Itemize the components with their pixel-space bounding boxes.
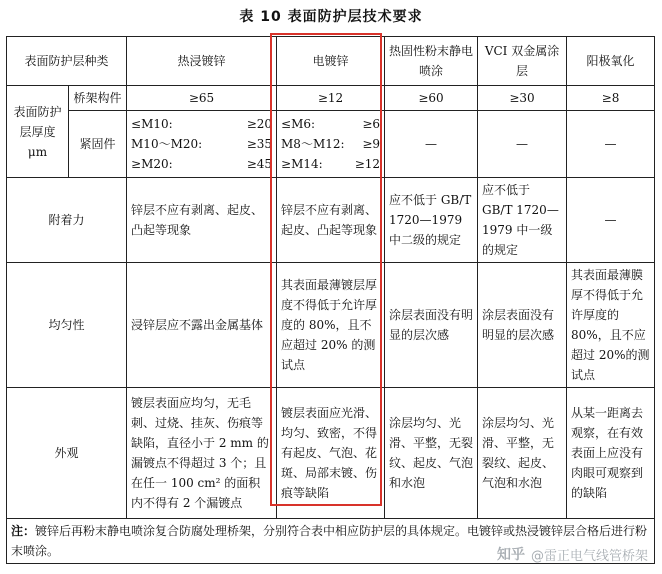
fastener-electro-line: ≤M6: ≥6 [281,117,381,131]
spec-table [6,36,655,564]
uniformity-electro: 其表面最薄镀层厚度不得低于允许厚度的 80%，且不应超过 20% 的测试点 [277,263,385,388]
tray-anodic: ≥8 [567,86,655,111]
fastener-hot-dip-line: M10～M20: ≥35 [131,137,273,151]
fastener-hot-dip-line: ≥M20: ≥45 [131,157,273,171]
header-hot-dip: 热浸镀锌 [127,37,277,86]
uniformity-label: 均匀性 [7,263,127,388]
adhesion-powder: 应不低于 GB/T 1720—1979 中二级的规定 [385,178,478,263]
thickness-tray-row [7,86,655,111]
fastener-anodic: — [567,111,655,178]
header-category: 表面防护层种类 [7,37,127,86]
fastener-hot-dip [127,111,277,178]
appearance-label: 外观 [7,388,127,519]
uniformity-powder: 涂层表面没有明显的层次感 [385,263,478,388]
fastener-electro-line: ≥M14: ≥12 [281,157,381,171]
adhesion-anodic: — [567,178,655,263]
table-title: 表 10 表面防护层技术要求 [239,9,423,25]
appearance-vci: 涂层均匀、光滑、平整，无裂纹、起皮、气泡和水泡 [478,388,567,519]
header-vci: VCI 双金属涂层 [478,37,567,86]
watermark-handle: @雷正电气线管桥架 [530,548,648,564]
uniformity-anodic: 其表面最薄膜厚不得低于允许厚度的 80%，且不应超过 20%的测试点 [567,263,655,388]
header-electro: 电镀锌 [277,37,385,86]
adhesion-label: 附着力 [7,178,127,263]
adhesion-electro: 锌层不应有剥离、起皮、凸起等现象 [277,178,385,263]
appearance-electro: 镀层表面应光滑、均匀、致密，不得有起皮、气泡、花斑、局部末镀、伤痕等缺陷 [277,388,385,519]
adhesion-hot-dip: 锌层不应有剥离、起皮、凸起等现象 [127,178,277,263]
appearance-powder: 涂层均匀、光滑、平整，无裂纹、起皮、气泡和水泡 [385,388,478,519]
fastener-hot-dip-line: ≤M10: ≥20 [131,117,273,131]
fastener-label: 紧固件 [69,111,127,178]
appearance-anodic: 从某一距离去观察，在有效表面上应没有肉眼可观察到的缺陷 [567,388,655,519]
adhesion-vci: 应不低于 GB/T 1720—1979 中一级的规定 [478,178,567,263]
tray-electro: ≥12 [277,86,385,111]
header-powder: 热固性粉末静电喷涂 [385,37,478,86]
note-label: 注： [11,524,36,538]
fastener-electro-line: M8～M12: ≥9 [281,137,381,151]
tray-vci: ≥30 [478,86,567,111]
note-text: 镀锌后再粉末静电喷涂复合防腐处理桥架，分别符合表中相应防护层的具体规定。电镀锌或热浸镀锌层合格后进行粉末喷涂。 [11,524,648,558]
appearance-row [7,388,655,519]
thickness-label: 表面防护层厚度 μm [7,86,69,178]
header-row [7,37,655,86]
fastener-vci: — [478,111,567,178]
fastener-powder: — [385,111,478,178]
fastener-electro [277,111,385,178]
tray-powder: ≥60 [385,86,478,111]
watermark [497,544,648,564]
uniformity-row [7,263,655,388]
tray-label: 桥架构件 [69,86,127,111]
uniformity-hot-dip: 浸锌层应不露出金属基体 [127,263,277,388]
tray-hot-dip: ≥65 [127,86,277,111]
uniformity-vci: 涂层表面没有明显的层次感 [478,263,567,388]
adhesion-row [7,178,655,263]
appearance-hot-dip: 镀层表面应均匀，无毛刺、过烧、挂灰、伤痕等缺陷，直径小于 2 mm 的漏镀点不得超过 3 个；且在任一 100 cm² 的面积内不得有 2 个漏镀点 [127,388,277,519]
thickness-fastener-row [7,111,655,178]
watermark-logo: 知乎 [496,547,525,563]
header-anodic: 阳极氧化 [567,37,655,86]
